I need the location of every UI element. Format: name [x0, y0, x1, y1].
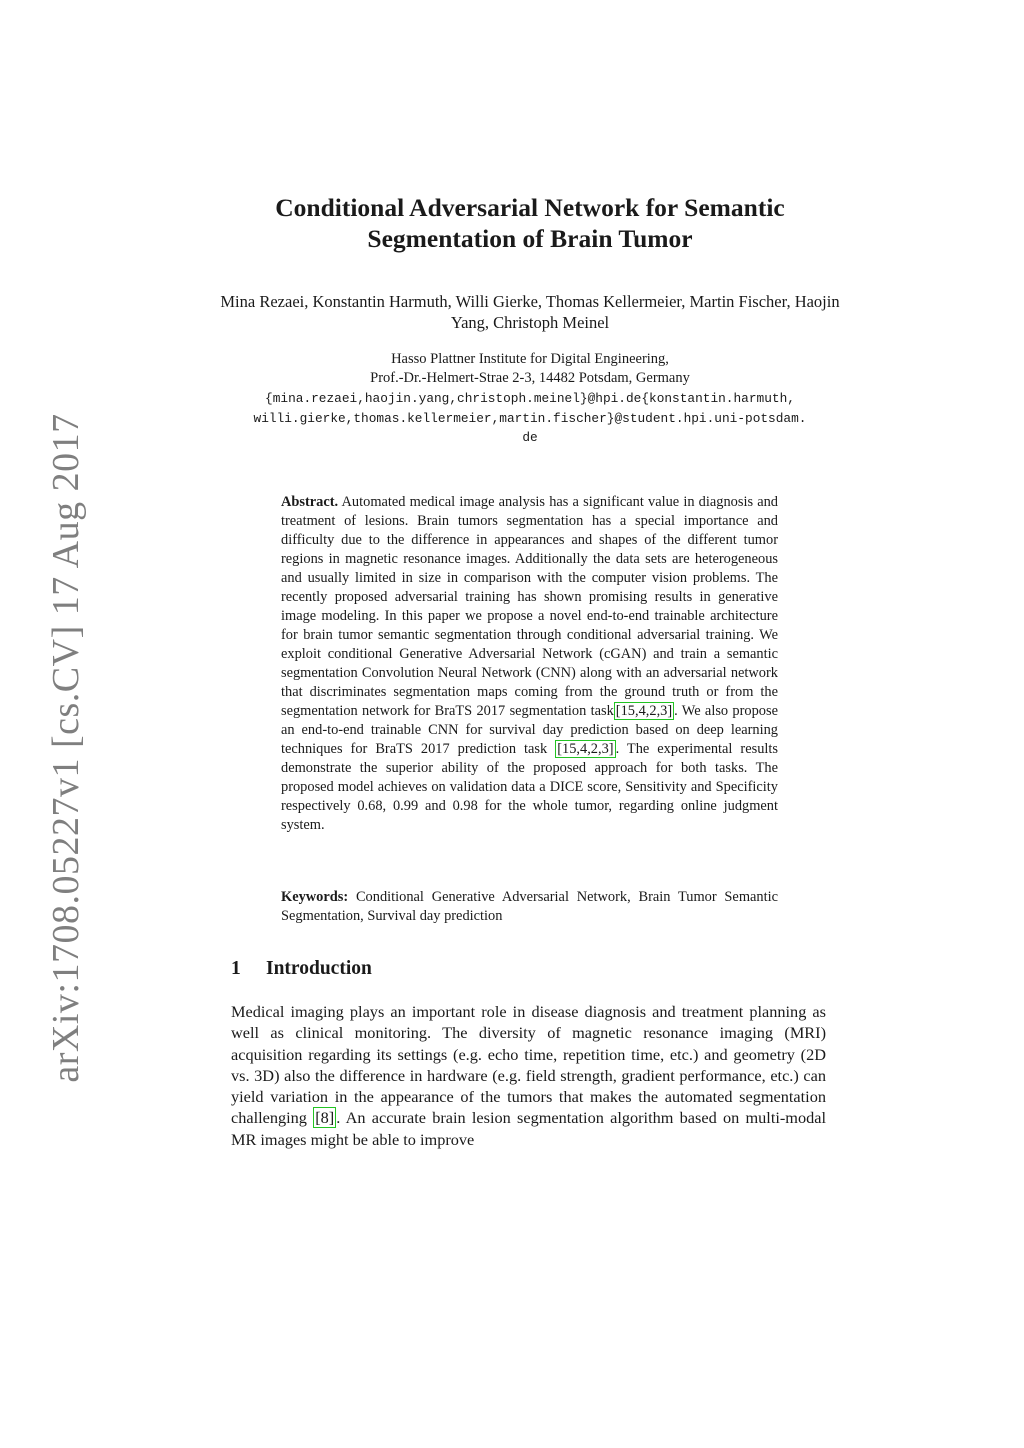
affiliation-line-2: Prof.-Dr.-Helmert-Strae 2-3, 14482 Potsdam, Germany — [370, 370, 690, 386]
paper-title — [200, 192, 860, 254]
email-line-3: de — [522, 430, 538, 445]
email-addresses — [200, 389, 860, 448]
abstract-text-3: . The experimental results demonstrate the superior ability of the proposed approach for both tasks. The proposed model achieves on validation data a DICE score, Sensitivity and Specificity respectively 0.68, 0.99 and 0.98 for the whole tumor, regarding online judgment system. — [281, 741, 778, 833]
keywords-text: Conditional Generative Adversarial Network, Brain Tumor Semantic Segmentation, Survival day prediction — [281, 889, 778, 924]
title-line-2: Segmentation of Brain Tumor — [367, 224, 693, 253]
section-title: Introduction — [266, 958, 372, 979]
affiliation-line-1: Hasso Plattner Institute for Digital Engineering, — [391, 351, 669, 367]
email-line-2: willi.gierke,thomas.kellermeier,martin.fischer}@student.hpi.uni-potsdam. — [253, 410, 807, 426]
title-line-1: Conditional Adversarial Network for Semantic — [275, 193, 785, 222]
section-heading — [231, 958, 372, 980]
intro-text-1: Medical imaging plays an important role in disease diagnosis and treatment planning as well as clinical monitoring. The diversity of magnetic resonance imaging (MRI) acquisition regarding its settings (e.g. echo time, repetition time, etc.) and geometry (2D vs. 3D) also the difference in hardware (e.g. field strength, gradient performance, etc.) can yield variation in the appearance of the tumors that makes the automated segmentation challenging — [231, 1002, 826, 1128]
arxiv-identifier: arXiv:1708.05227v1 [cs.CV] 17 Aug 2017 — [45, 413, 87, 1083]
introduction-paragraph — [231, 1001, 826, 1150]
abstract-text-2: . We also propose an end-to-end trainable CNN for survival day prediction based on deep learning techniques for BraTS 2017 prediction task — [281, 703, 778, 757]
author-list: Mina Rezaei, Konstantin Harmuth, Willi Gierke, Thomas Kellermeier, Martin Fischer, Haojin Yang, Christoph Meinel — [220, 292, 840, 332]
keywords-label: Keywords: — [281, 889, 349, 905]
abstract — [281, 493, 778, 835]
abstract-label: Abstract. — [281, 494, 339, 510]
email-line-1: {mina.rezaei,haojin.yang,christoph.meinel}@hpi.de{konstantin.harmuth, — [265, 391, 795, 406]
citation-link[interactable]: [15,4,2,3] — [557, 741, 614, 757]
citation-link[interactable]: [8] — [315, 1108, 335, 1128]
intro-text-2: . An accurate brain lesion segmentation algorithm based on multi-modal MR images might be able to improve — [231, 1108, 826, 1149]
abstract-text-1: Automated medical image analysis has a significant value in diagnosis and treatment of lesions. Brain tumors segmentation has a special importance and difficulty due to the difference in appearances and shapes of the different tumor regions in magnetic resonance images. Additionally the data sets are heterogeneous and usually limited in size in comparison with the computer vision problems. The recently proposed adversarial training has shown promising results in generative image modeling. In this paper we propose a novel end-to-end trainable architecture for brain tumor semantic segmentation through conditional adversarial training. We exploit conditional Generative Adversarial Network (cGAN) and train a semantic segmentation Convolution Neural Network (CNN) along with an adversarial network that discriminates segmentation maps coming from the ground truth or from the segmentation network for BraTS 2017 segmentation task — [281, 494, 778, 719]
keywords — [281, 888, 778, 926]
section-number: 1 — [231, 958, 241, 979]
affiliation — [200, 350, 860, 388]
citation-link[interactable]: [15,4,2,3] — [615, 703, 673, 719]
